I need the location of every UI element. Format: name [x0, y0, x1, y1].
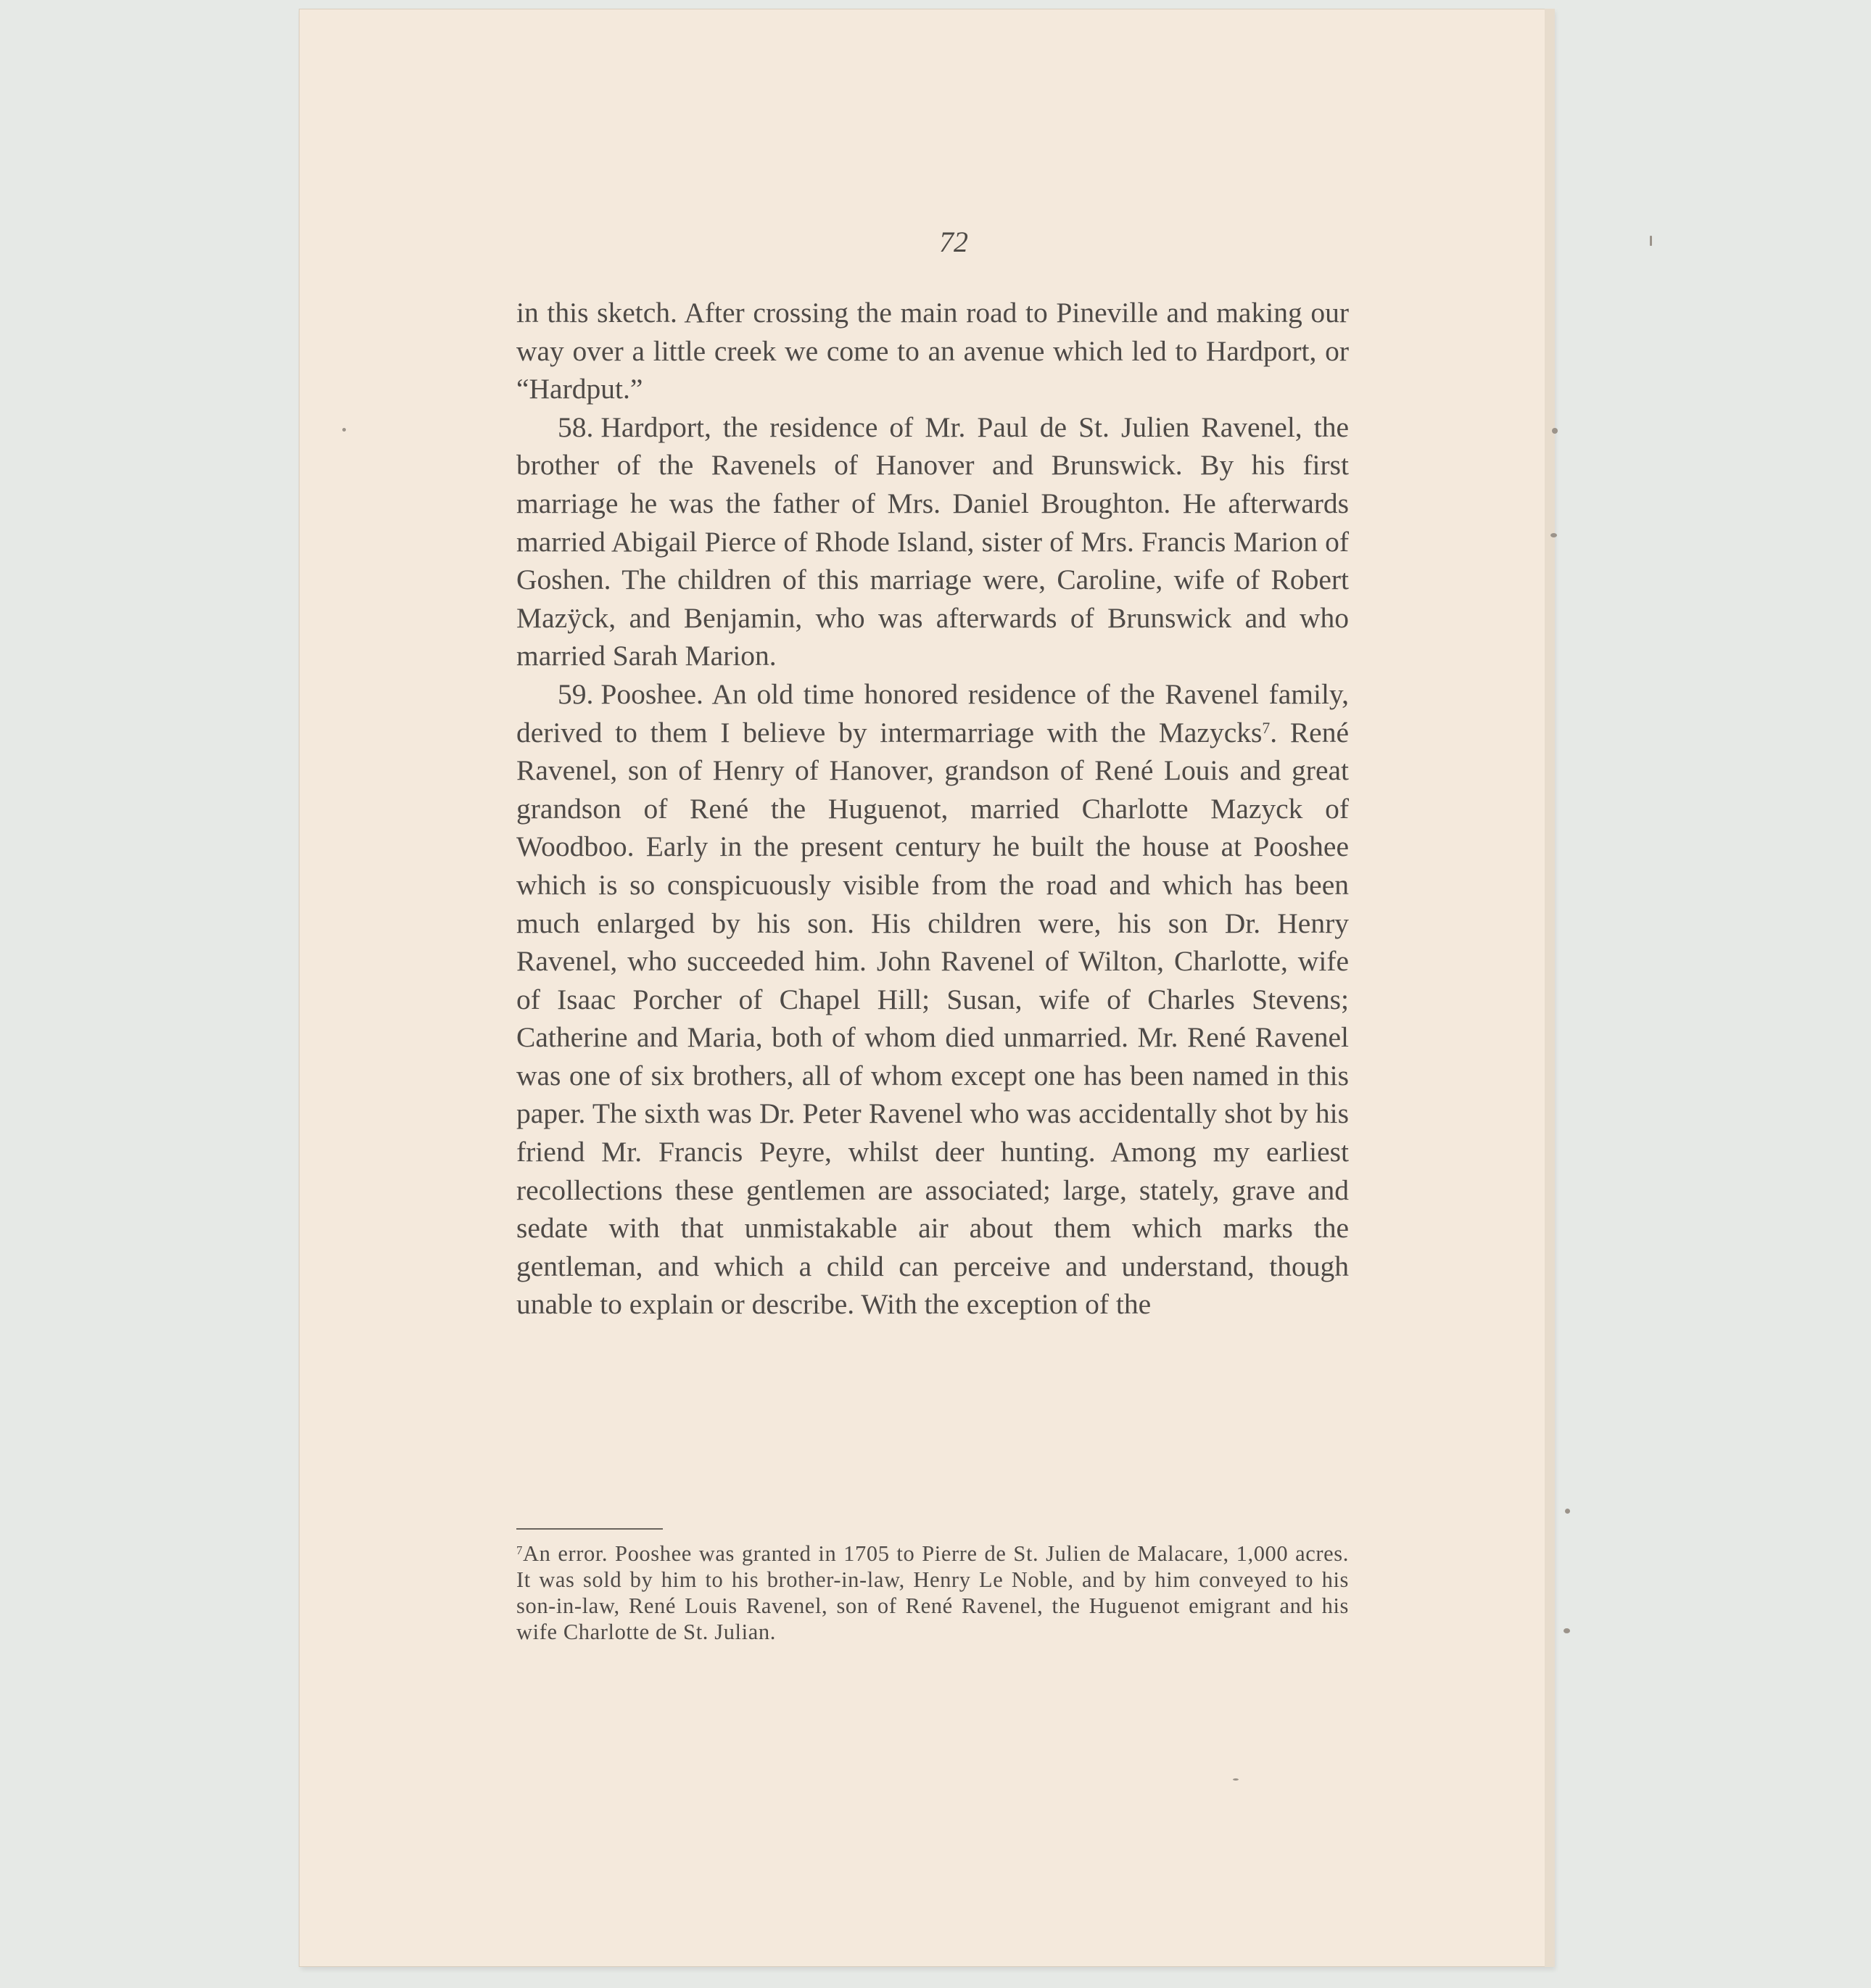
- paper-speck: [1233, 1778, 1239, 1781]
- paragraph-hardport: [516, 408, 1349, 675]
- paragraph-continuation: in this sketch. After crossing the main road to Pineville and making our way over a little creek we come to an avenue which led to Hardport, or “Hardput.”: [516, 297, 1349, 405]
- page-edge: [1545, 9, 1555, 1967]
- paper-speck: [1565, 1509, 1570, 1514]
- paragraph-hardport-text: Hardport, the residence of Mr. Paul de St. Julien Ravenel, the brother of the Ravenels of Hanover and Brunswick. By his first marriage he was the father of Mrs. Daniel Broughton. He afterwards married Abigail Pierce of Rhode Island, sister of Mrs. Francis Marion of Goshen. The children of this marriage were, Caroline, wife of Robert Mazÿck, and Benjamin, who was afterwards of Brunswick and who married Sarah Marion.: [516, 411, 1349, 672]
- paragraph-pooshee-text-b: . René Ravenel, son of Henry of Hanover, grandson of René Louis and great grandson of René the Huguenot, married Charlotte Mazyck of Woodboo. Early in the present century he built the house at Pooshee which is so conspicuously visible from the road and which has been much enlarged by his son. His children were, his son Dr. Henry Ravenel, who succeeded him. John Ravenel of Wilton, Charlotte, wife of Isaac Porcher of Chapel Hill; Susan, wife of Charles Stevens; Catherine and Maria, both of whom died unmarried. Mr. René Ravenel was one of six brothers, all of whom except one has been named in this paper. The sixth was Dr. Peter Ravenel who was accidentally shot by his friend Mr. Francis Peyre, whilst deer hunting. Among my earliest recollections these gentlemen are associated; large, stately, grave and sedate with that unmistakable air about them which marks the gentleman, and which a child can perceive and understand, though unable to explain or describe. With the exception of the: [516, 716, 1349, 1321]
- footnote-marker: 7: [516, 1543, 523, 1557]
- body-text: [516, 294, 1349, 1324]
- section-number-59: 59.: [558, 677, 594, 710]
- section-number-58: 58.: [558, 411, 594, 443]
- paragraph-pooshee: [516, 675, 1349, 1324]
- page-number: [0, 225, 1871, 259]
- footnote-reference: 7: [1262, 719, 1271, 737]
- footnote-text: An error. Pooshee was granted in 1705 to Pierre de St. Julien de Malacare, 1,000 acres. It was sold by him to his brother-in-law, Henry Le Noble, and by him conveyed to his son-in-law, René Louis Ravenel, son of René Ravenel, the Huguenot emigrant and his wife Charlotte de St. Julian.: [516, 1541, 1349, 1644]
- paper-speck: [1650, 236, 1652, 246]
- footnote-rule: [516, 1528, 663, 1530]
- paragraph-pooshee-text-a: Pooshee. An old time honored residence of the Ravenel family, derived to them I believe by intermarriage with the Mazycks: [516, 677, 1349, 748]
- paper-speck: [1550, 533, 1557, 537]
- paper-speck: [1564, 1628, 1570, 1633]
- page-number-text: 72: [939, 226, 968, 258]
- footnote: [516, 1541, 1349, 1645]
- footnote-paragraph: [516, 1541, 1349, 1645]
- paper-speck: [342, 428, 346, 432]
- paper-speck: [1552, 428, 1558, 434]
